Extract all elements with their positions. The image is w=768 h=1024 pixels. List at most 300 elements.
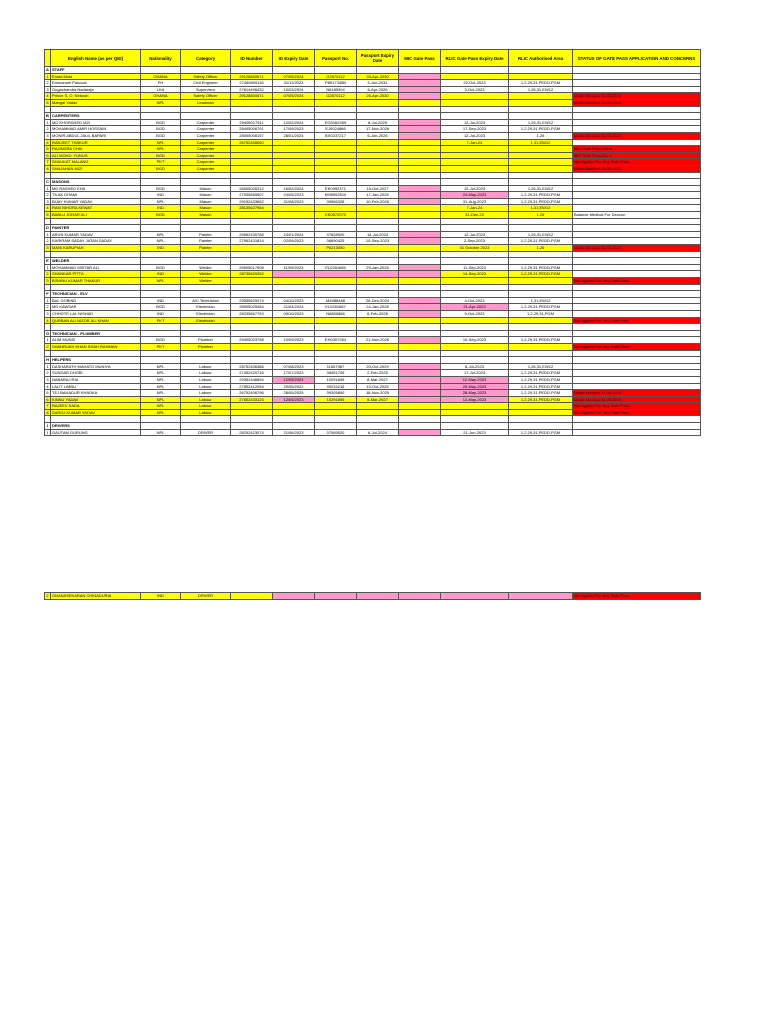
section-cell bbox=[573, 113, 701, 120]
id-number bbox=[231, 159, 273, 166]
section-cell bbox=[231, 258, 273, 265]
table-row bbox=[45, 383, 701, 390]
passport-number: KM5952510 bbox=[315, 192, 357, 199]
category: Carpenter bbox=[181, 159, 231, 166]
id-expiry: 31/11/2023 bbox=[273, 80, 315, 87]
spacer-cell bbox=[357, 106, 399, 113]
section-cell bbox=[181, 330, 231, 337]
row-number: 3 bbox=[46, 310, 49, 316]
row-number: 4 bbox=[46, 317, 49, 323]
table-row bbox=[45, 429, 701, 436]
section-cell bbox=[509, 179, 573, 186]
nationality: NPL bbox=[141, 376, 181, 383]
spacer-cell bbox=[573, 350, 701, 357]
section-cell bbox=[315, 291, 357, 298]
section-cell bbox=[509, 67, 573, 74]
rlic-area bbox=[509, 409, 573, 416]
passport-number: EK0992371 bbox=[315, 185, 357, 192]
spacer-cell bbox=[231, 172, 273, 179]
id-expiry: 21/06/2023 bbox=[273, 429, 315, 436]
header-cell: Nationality bbox=[141, 50, 181, 67]
spacer-cell bbox=[51, 251, 141, 258]
id-expiry: 12/02/2024 bbox=[273, 119, 315, 126]
status: Not Applied For Any Gate Pass bbox=[573, 317, 701, 324]
passport-expiry: 25-Apr-2030 bbox=[357, 73, 399, 80]
id-number: 29405023798 bbox=[231, 337, 273, 344]
status bbox=[573, 363, 701, 370]
nationality: BGD bbox=[141, 337, 181, 344]
mic-gate-pass bbox=[399, 310, 441, 317]
rlic-area: 1,2,29,31,PEDD,PGM bbox=[509, 126, 573, 133]
header-cell: Passport Expiry Date bbox=[357, 50, 399, 67]
section-title: HELPERS bbox=[51, 357, 141, 364]
passport-expiry: 17-Nov-2026 bbox=[357, 126, 399, 133]
employee-name: GAUTAM GURUNG bbox=[51, 429, 141, 436]
section-cell bbox=[399, 423, 441, 430]
employee-name: BABLU JOHAR ALI bbox=[51, 212, 141, 219]
status: Under Medical 31.05.2023 bbox=[573, 93, 701, 100]
table-row bbox=[45, 297, 701, 304]
id-number: 29505017908 bbox=[231, 264, 273, 271]
spacer-cell bbox=[231, 350, 273, 357]
section-code: G bbox=[46, 330, 50, 336]
section-cell bbox=[231, 291, 273, 298]
section-cell bbox=[573, 179, 701, 186]
table-row bbox=[45, 93, 701, 100]
rlic-area: 1,2,29,31,PEDD,PGM bbox=[509, 198, 573, 205]
section-cell bbox=[357, 291, 399, 298]
id-number: 29405017911 bbox=[231, 119, 273, 126]
table-row bbox=[45, 271, 701, 278]
section-cell bbox=[357, 113, 399, 120]
passport-expiry: 10-Feb-2026 bbox=[357, 198, 399, 205]
section-cell bbox=[357, 258, 399, 265]
rlic-expiry: 12-Jul-2023 bbox=[441, 132, 509, 139]
passport-number bbox=[315, 205, 357, 212]
section-cell bbox=[509, 423, 573, 430]
passport-expiry: 10-Sep-2023 bbox=[357, 238, 399, 245]
id-expiry bbox=[273, 245, 315, 252]
rlic-area: 1,31,EW12 bbox=[509, 297, 573, 304]
section-cell bbox=[357, 179, 399, 186]
row-number: 2 bbox=[46, 192, 49, 198]
mic-gate-pass bbox=[399, 119, 441, 126]
category: Mason bbox=[181, 198, 231, 205]
spacer-cell bbox=[181, 251, 231, 258]
category: Plumber bbox=[181, 337, 231, 344]
passport-expiry: 2-Feb-2025 bbox=[357, 370, 399, 377]
id-expiry: 02/09/2023 bbox=[273, 238, 315, 245]
section-code: H bbox=[46, 357, 49, 363]
id-expiry bbox=[273, 205, 315, 212]
id-expiry bbox=[273, 152, 315, 159]
passport-number: 10291895 bbox=[315, 376, 357, 383]
passport-number bbox=[315, 146, 357, 153]
rlic-expiry: 22-Oct-2023 bbox=[441, 80, 509, 87]
passport-expiry bbox=[357, 165, 399, 172]
spacer-cell bbox=[315, 251, 357, 258]
category: Labour bbox=[181, 383, 231, 390]
employee-name: QURBAN ALI NIZOR ALI KHAN bbox=[51, 317, 141, 324]
passport-expiry: 10-Oct-2025 bbox=[357, 383, 399, 390]
table-row bbox=[45, 593, 701, 600]
rlic-expiry bbox=[441, 409, 509, 416]
id-number: 29128800671 bbox=[231, 73, 273, 80]
row-number: 7 bbox=[46, 403, 49, 409]
category: Welder bbox=[181, 278, 231, 285]
row-number: 4 bbox=[46, 205, 49, 211]
spacer-cell bbox=[273, 172, 315, 179]
id-number: 27952431814 bbox=[231, 238, 273, 245]
table-row bbox=[45, 132, 701, 139]
nationality: NPL bbox=[141, 363, 181, 370]
category: Painter bbox=[181, 238, 231, 245]
mic-gate-pass bbox=[399, 152, 441, 159]
spacer-cell bbox=[141, 416, 181, 423]
spacer-cell bbox=[141, 324, 181, 331]
section-cell bbox=[399, 258, 441, 265]
spacer-cell bbox=[441, 106, 509, 113]
id-number: 27852433123 bbox=[231, 396, 273, 403]
rlic-expiry bbox=[441, 73, 509, 80]
section-cell bbox=[315, 330, 357, 337]
id-number: 29352446894 bbox=[231, 376, 273, 383]
id-number: 29552430766 bbox=[231, 231, 273, 238]
table-row bbox=[45, 409, 701, 416]
id-expiry bbox=[273, 343, 315, 350]
rlic-expiry: 2-Sep-2023 bbox=[441, 238, 509, 245]
spacer-cell bbox=[273, 416, 315, 423]
table-row bbox=[45, 245, 701, 252]
spacer-cell bbox=[231, 284, 273, 291]
nationality: PH bbox=[141, 80, 181, 87]
passport-number: EH0307264 bbox=[315, 337, 357, 344]
section-cell bbox=[441, 179, 509, 186]
passport-expiry: 8-Mar-2027 bbox=[357, 376, 399, 383]
section-cell bbox=[441, 330, 509, 337]
id-number: 29535625474 bbox=[231, 297, 273, 304]
passport-expiry: 15-Oct-2027 bbox=[357, 185, 399, 192]
table-row bbox=[45, 376, 701, 383]
nationality: BGD bbox=[141, 165, 181, 172]
status bbox=[573, 297, 701, 304]
row-number: 1 bbox=[46, 429, 49, 435]
id-expiry: 24/05/2023 bbox=[273, 192, 315, 199]
table-row bbox=[45, 403, 701, 410]
nationality: BGD bbox=[141, 126, 181, 133]
spacer-row bbox=[45, 416, 701, 423]
row-number: 1 bbox=[46, 73, 49, 79]
nationality: NPL bbox=[141, 231, 181, 238]
spacer-cell bbox=[231, 416, 273, 423]
spacer-cell bbox=[273, 284, 315, 291]
passport-expiry: 8-Jul-2025 bbox=[357, 119, 399, 126]
section-cell bbox=[509, 291, 573, 298]
table-row bbox=[45, 343, 701, 350]
category: Welder bbox=[181, 264, 231, 271]
mic-gate-pass bbox=[399, 363, 441, 370]
spacer-cell bbox=[141, 106, 181, 113]
section-cell bbox=[141, 113, 181, 120]
section-cell bbox=[509, 225, 573, 232]
mic-gate-pass bbox=[399, 370, 441, 377]
nationality: GHANA bbox=[141, 73, 181, 80]
spacer-cell bbox=[181, 106, 231, 113]
spacer-cell bbox=[509, 172, 573, 179]
category: Carpenter bbox=[181, 139, 231, 146]
table-row bbox=[45, 363, 701, 370]
category: Carpenter bbox=[181, 132, 231, 139]
category: Mason bbox=[181, 205, 231, 212]
status: Under Medical 31.05.2023 bbox=[573, 132, 701, 139]
section-title: WELDER bbox=[51, 258, 141, 265]
rlic-expiry bbox=[441, 146, 509, 153]
rlic-area: 1,2,29,31,PEDD,PGM bbox=[509, 304, 573, 311]
spacer-cell bbox=[273, 218, 315, 225]
employee-name: KINNU YADAV bbox=[51, 396, 141, 403]
section-code: E bbox=[46, 258, 49, 264]
row-number: 8 bbox=[46, 165, 49, 171]
header-cell: Passport No. bbox=[315, 50, 357, 67]
section-cell bbox=[399, 225, 441, 232]
nationality: IND bbox=[141, 192, 181, 199]
section-header bbox=[45, 225, 701, 232]
section-cell bbox=[441, 113, 509, 120]
nationality: NPL bbox=[141, 390, 181, 397]
spacer-cell bbox=[357, 284, 399, 291]
nationality: BGD bbox=[141, 185, 181, 192]
category: Carpenter bbox=[181, 165, 231, 172]
nationality: NPL bbox=[141, 99, 181, 106]
spacer-cell bbox=[573, 251, 701, 258]
id-expiry: 17/09/2023 bbox=[273, 126, 315, 133]
table-row bbox=[45, 212, 701, 219]
spacer-cell bbox=[399, 284, 441, 291]
rlic-area: 1,26,31,EW12 bbox=[509, 185, 573, 192]
spacer-cell bbox=[357, 172, 399, 179]
employee-name: MOHAMMAD MISTAR ALI bbox=[51, 264, 141, 271]
category: Civil Engineer bbox=[181, 80, 231, 87]
section-header bbox=[45, 67, 701, 74]
rlic-expiry: 31 October 2023 bbox=[441, 245, 509, 252]
spacer-cell bbox=[273, 106, 315, 113]
employee-name: TEJ BAHADUR KHADKA bbox=[51, 390, 141, 397]
nationality: BGD bbox=[141, 152, 181, 159]
spacer-cell bbox=[441, 218, 509, 225]
id-number: 28752406386 bbox=[231, 363, 273, 370]
mic-gate-pass bbox=[399, 159, 441, 166]
id-number: 27452420716 bbox=[231, 370, 273, 377]
header-cell: Category bbox=[181, 50, 231, 67]
category: DRIVER bbox=[181, 429, 231, 436]
rlic-expiry bbox=[441, 152, 509, 159]
spacer-cell bbox=[441, 172, 509, 179]
id-expiry: 11/09/2023 bbox=[273, 264, 315, 271]
row-number: 8 bbox=[46, 409, 49, 415]
category: Painter bbox=[181, 245, 231, 252]
rlic-expiry bbox=[441, 278, 509, 285]
passport-expiry bbox=[357, 146, 399, 153]
section-cell bbox=[573, 67, 701, 74]
employee-name: MD RASHED KHA bbox=[51, 185, 141, 192]
mic-gate-pass bbox=[399, 396, 441, 403]
mic-gate-pass bbox=[399, 390, 441, 397]
id-expiry: 12/05/2023 bbox=[273, 396, 315, 403]
category: Carpenter bbox=[181, 126, 231, 133]
passport-expiry bbox=[357, 403, 399, 410]
section-cell bbox=[441, 67, 509, 74]
passport-expiry bbox=[357, 139, 399, 146]
rlic-expiry: 11-Sep-2023 bbox=[441, 264, 509, 271]
mic-gate-pass bbox=[399, 409, 441, 416]
section-cell bbox=[141, 330, 181, 337]
row-number: 1 bbox=[46, 119, 49, 125]
id-expiry: 29/05/2022 bbox=[273, 383, 315, 390]
passport-number bbox=[315, 139, 357, 146]
passport-number: 10291895 bbox=[315, 396, 357, 403]
table-row bbox=[45, 126, 701, 133]
rlic-area bbox=[509, 146, 573, 153]
section-cell bbox=[273, 113, 315, 120]
section-title: TECHNICIAN - PLUMBER bbox=[51, 330, 141, 337]
category: Painter bbox=[181, 231, 231, 238]
rlic-area: 1,26,31,EW12 bbox=[509, 231, 573, 238]
section-code: F bbox=[46, 291, 49, 297]
status bbox=[573, 264, 701, 271]
id-number bbox=[231, 165, 273, 172]
spacer-cell bbox=[181, 416, 231, 423]
section-header bbox=[45, 423, 701, 430]
id-expiry: 12/05/2024 bbox=[273, 376, 315, 383]
id-number: 29128800671 bbox=[231, 93, 273, 100]
rlic-area: 1,31,EW12 bbox=[509, 205, 573, 212]
spacer-row bbox=[45, 251, 701, 258]
id-expiry: 24/01/2024 bbox=[273, 231, 315, 238]
spacer-cell bbox=[141, 172, 181, 179]
nationality: NPL bbox=[141, 383, 181, 390]
passport-number: N6185304 bbox=[315, 86, 357, 93]
mic-gate-pass bbox=[399, 99, 441, 106]
id-expiry bbox=[273, 278, 315, 285]
rlic-expiry: 31-Aug-2023 bbox=[441, 198, 509, 205]
section-cell bbox=[273, 291, 315, 298]
status bbox=[573, 73, 701, 80]
mic-gate-pass bbox=[399, 317, 441, 324]
spacer-cell bbox=[357, 251, 399, 258]
nationality: IND bbox=[141, 271, 181, 278]
row-number: 2 bbox=[46, 126, 49, 132]
spacer-cell bbox=[51, 218, 141, 225]
row-number: 3 bbox=[46, 86, 49, 92]
spacer-cell bbox=[509, 218, 573, 225]
status bbox=[573, 198, 701, 205]
nationality: NPL bbox=[141, 403, 181, 410]
category: Leadman bbox=[181, 99, 231, 106]
extra-row-table bbox=[44, 592, 701, 600]
spacer-cell bbox=[573, 172, 701, 179]
spacer-cell bbox=[573, 324, 701, 331]
passport-number: 07589520 bbox=[315, 429, 357, 436]
nationality: IND bbox=[141, 205, 181, 212]
nationality: BGD bbox=[141, 304, 181, 311]
id-expiry bbox=[273, 139, 315, 146]
section-cell bbox=[357, 67, 399, 74]
status: MIC Gate Pass Done bbox=[573, 152, 701, 159]
passport-number: EK0572070 bbox=[315, 212, 357, 219]
section-cell bbox=[573, 423, 701, 430]
passport-expiry: 14-Jul-2024 bbox=[357, 231, 399, 238]
row-number: 1 bbox=[46, 185, 49, 191]
spacer-cell bbox=[399, 106, 441, 113]
id-expiry: 28/01/2024 bbox=[273, 132, 315, 139]
rlic-expiry bbox=[441, 593, 509, 600]
table-row bbox=[45, 73, 701, 80]
rlic-area: 1,2,29,31,PEDD,PGM bbox=[509, 264, 573, 271]
passport-number: 09234216 bbox=[315, 383, 357, 390]
passport-number bbox=[315, 403, 357, 410]
row-number: 1 bbox=[46, 297, 49, 303]
section-cell bbox=[441, 258, 509, 265]
section-title: TECHNICIAN - ELV bbox=[51, 291, 141, 298]
mic-gate-pass bbox=[399, 593, 441, 600]
rlic-expiry: 21-Apr-2023 bbox=[441, 304, 509, 311]
status bbox=[573, 370, 701, 377]
row-number: 1 bbox=[46, 264, 49, 270]
table-row bbox=[45, 185, 701, 192]
rlic-area: 1,2,29,31,PEDD,PGM bbox=[509, 192, 573, 199]
id-number: 28235667753 bbox=[231, 310, 273, 317]
spacer-cell bbox=[181, 324, 231, 331]
table-row bbox=[45, 396, 701, 403]
row-number: 5 bbox=[46, 390, 49, 396]
id-expiry bbox=[273, 317, 315, 324]
spacer-cell bbox=[509, 106, 573, 113]
rlic-expiry: 12-Jul-2023 bbox=[441, 185, 509, 192]
section-cell bbox=[273, 179, 315, 186]
section-cell bbox=[441, 357, 509, 364]
table-row bbox=[45, 238, 701, 245]
status: Not Applied For Any Gate Pass bbox=[573, 343, 701, 350]
spacer-cell bbox=[509, 416, 573, 423]
section-cell bbox=[509, 357, 573, 364]
section-cell bbox=[315, 113, 357, 120]
mic-gate-pass bbox=[399, 304, 441, 311]
section-title: CARPENTERS bbox=[51, 113, 141, 120]
employee-name: LALIT LIMBU bbox=[51, 383, 141, 390]
id-number bbox=[231, 278, 273, 285]
nationality: LKA bbox=[141, 86, 181, 93]
section-cell bbox=[273, 357, 315, 364]
passport-expiry: 6-Feb-2028 bbox=[357, 310, 399, 317]
passport-number: 06690425 bbox=[315, 238, 357, 245]
section-cell bbox=[399, 179, 441, 186]
spacer-cell bbox=[51, 324, 141, 331]
table-row bbox=[45, 205, 701, 212]
status bbox=[573, 126, 701, 133]
passport-number bbox=[315, 165, 357, 172]
passport-expiry: 8-Mar-2027 bbox=[357, 396, 399, 403]
id-expiry: 21/04/2024 bbox=[273, 304, 315, 311]
spacer-cell bbox=[357, 218, 399, 225]
passport-number bbox=[315, 271, 357, 278]
rlic-area: 1,2,29,31,PEDD,PGM bbox=[509, 238, 573, 245]
nationality: PKT bbox=[141, 159, 181, 166]
section-cell bbox=[573, 330, 701, 337]
category: Welder bbox=[181, 271, 231, 278]
gate-pass-table bbox=[44, 49, 701, 436]
section-cell bbox=[357, 330, 399, 337]
nationality: BGD bbox=[141, 119, 181, 126]
